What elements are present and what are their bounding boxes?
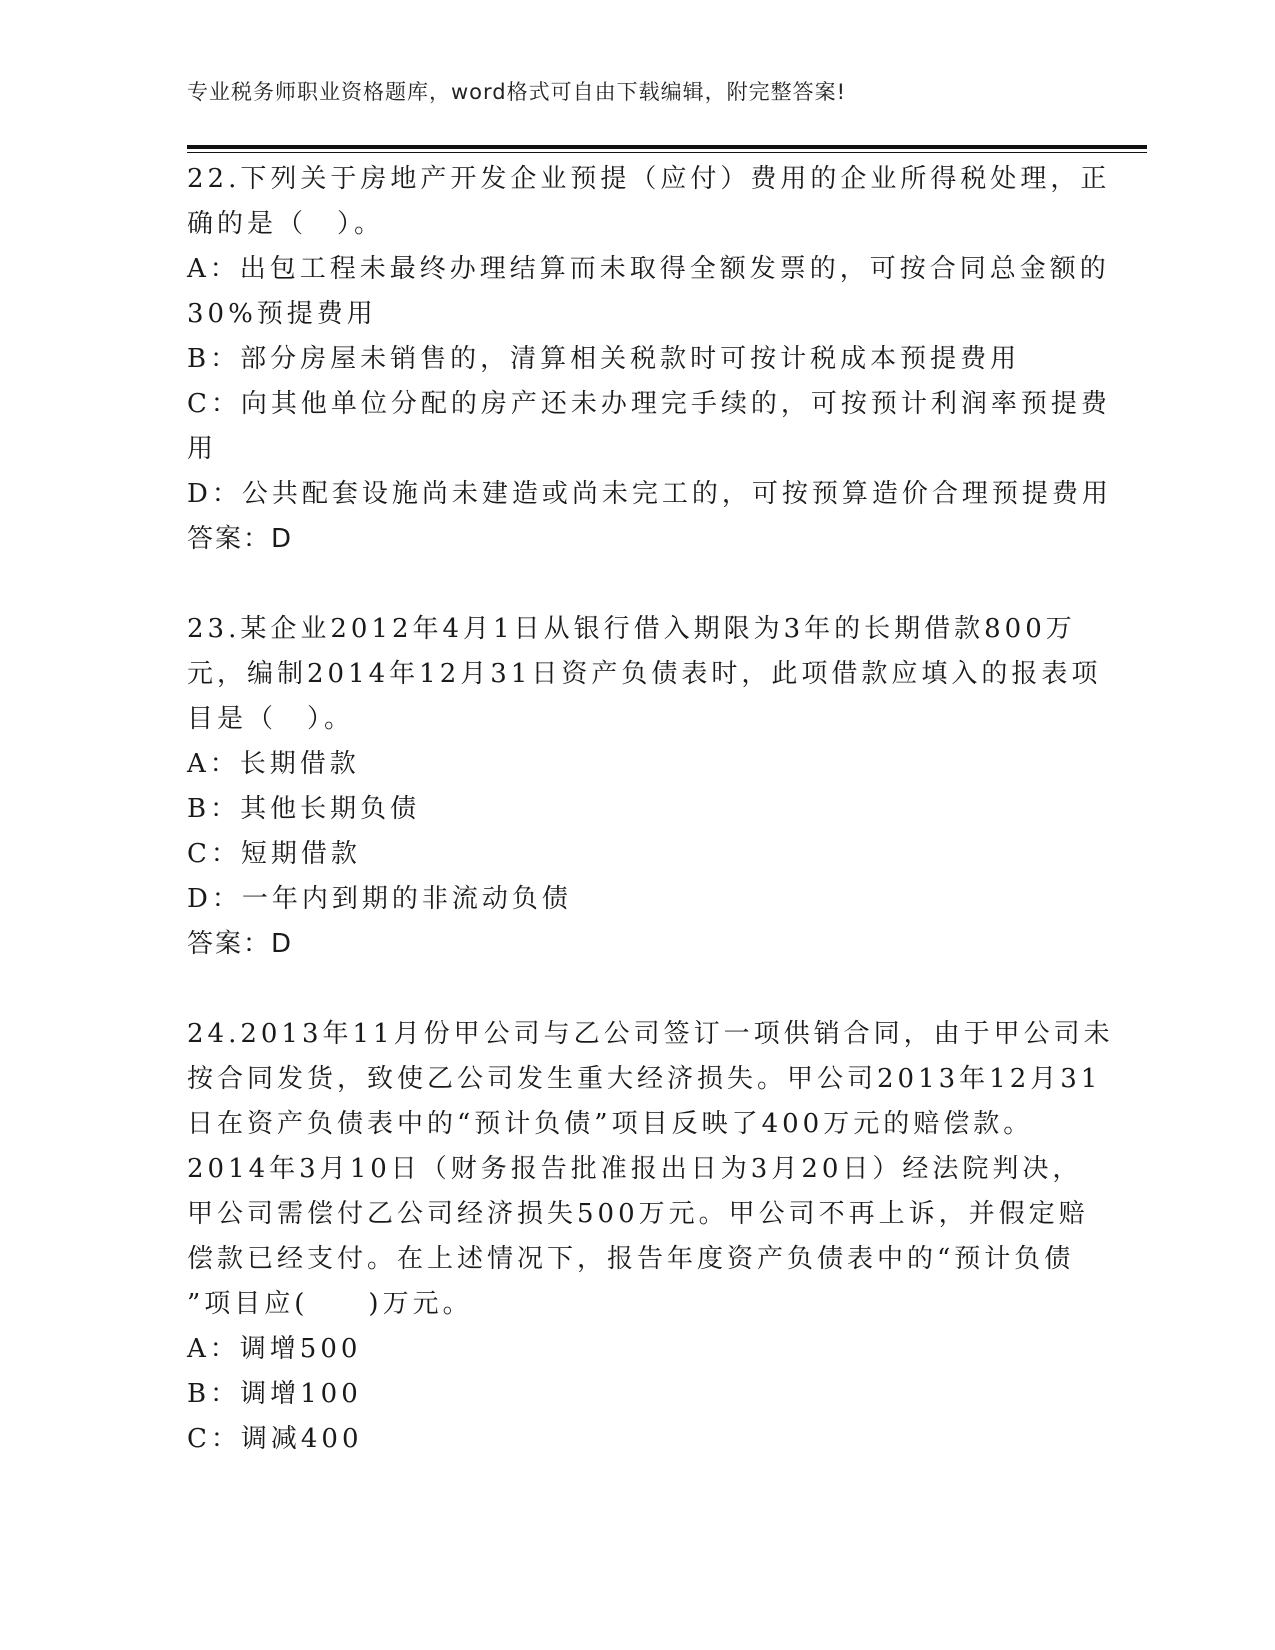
- question-spacer: [187, 562, 1087, 607]
- answer-label: 答案：D: [187, 929, 294, 959]
- option-b: B：部分房屋未销售的，清算相关税款时可按计税成本预提费用: [187, 344, 1021, 374]
- option-c-cont: 用: [187, 434, 218, 464]
- option-c: C：短期借款: [187, 839, 361, 869]
- question-24: [187, 1012, 1114, 1462]
- page-header: 专业税务师职业资格题库，word格式可自由下载编辑，附完整答案!: [187, 80, 847, 104]
- question-stem: 日在资产负债表中的“预计负债”项目反映了400万元的赔偿款。: [187, 1109, 1034, 1139]
- question-22: [187, 157, 1112, 562]
- question-stem: 元，编制2014年12月31日资产负债表时，此项借款应填入的报表项: [187, 659, 1102, 689]
- option-b: B：调增100: [187, 1379, 362, 1409]
- option-b: B：其他长期负债: [187, 794, 421, 824]
- option-c: C：调减400: [187, 1424, 363, 1454]
- option-a: A：长期借款: [187, 749, 360, 779]
- option-c: C：向其他单位分配的房产还未办理完手续的，可按预计利润率预提费: [187, 389, 1111, 419]
- question-stem: 目是（ ）。: [187, 704, 355, 734]
- question-list: [187, 157, 1114, 1462]
- question-stem: 2014年3月10日（财务报告批准报出日为3月20日）经法院判决，: [187, 1154, 1083, 1184]
- question-stem: 按合同发货，致使乙公司发生重大经济损失。甲公司2013年12月31: [187, 1064, 1102, 1094]
- question-stem: 22.下列关于房地产开发企业预提（应付）费用的企业所得税处理，正: [187, 164, 1111, 194]
- header-rule-thick: [187, 145, 1147, 149]
- question-stem: 确的是（ ）。: [187, 209, 385, 239]
- option-d: D：一年内到期的非流动负债: [187, 884, 572, 914]
- question-stem: 23.某企业2012年4月1日从银行借入期限为3年的长期借款800万: [187, 614, 1076, 644]
- option-d: D：公共配套设施尚未建造或尚未完工的，可按预算造价合理预提费用: [187, 479, 1112, 509]
- option-a: A：出包工程未最终办理结算而未取得全额发票的，可按合同总金额的: [187, 254, 1110, 284]
- header-rule-thin: [187, 152, 1147, 153]
- option-a-cont: 30%预提费用: [187, 299, 377, 329]
- question-spacer: [187, 967, 1087, 1012]
- question-stem: ”项目应( )万元。: [187, 1289, 473, 1319]
- answer-label: 答案：D: [187, 524, 294, 554]
- question-stem: 偿款已经支付。在上述情况下，报告年度资产负债表中的“预计负债: [187, 1244, 1075, 1274]
- question-23: [187, 607, 1102, 967]
- question-stem: 甲公司需偿付乙公司经济损失500万元。甲公司不再上诉，并假定赔: [187, 1199, 1089, 1229]
- question-stem: 24.2013年11月份甲公司与乙公司签订一项供销合同，由于甲公司未: [187, 1019, 1114, 1049]
- option-a: A：调增500: [187, 1334, 362, 1364]
